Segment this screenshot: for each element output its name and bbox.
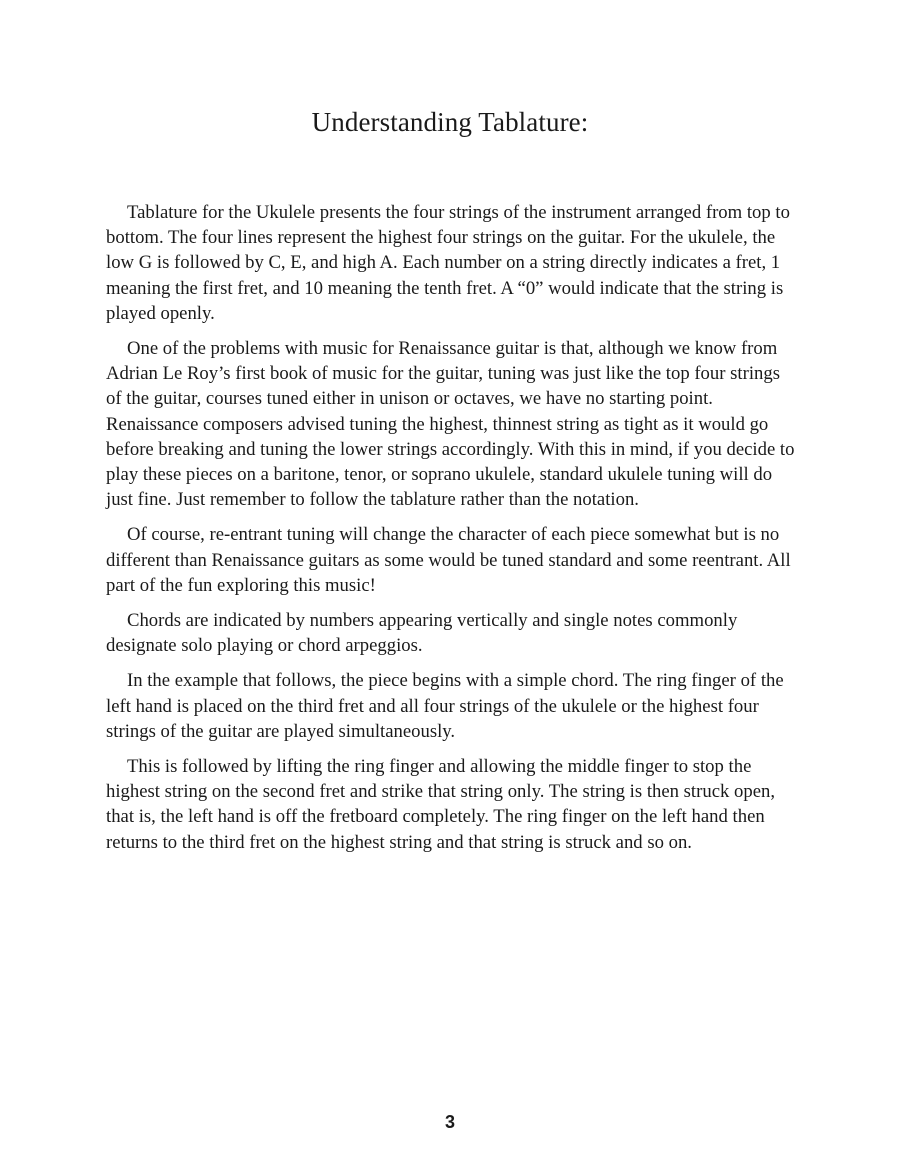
paragraph-reentrant-tuning: Of course, re-entrant tuning will change the character of each piece somewhat but is no different than Renaissance guitars as some would be tuned standard and some reentrant. All part of the fun exploring this music! (106, 524, 791, 596)
body-text (106, 200, 798, 865)
paragraph-followup: This is followed by lifting the ring finger and allowing the middle finger to stop the highest string on the second fret and strike that string only. The string is then struck open, that is, the left hand is off the fretboard completely. The ring finger on the left hand then returns to the third fret on the highest string and that string is struck and so on. (106, 756, 775, 853)
page-title: Understanding Tablature: (311, 107, 589, 137)
paragraph-tablature-intro: Tablature for the Ukulele presents the four strings of the instrument arranged from top to bottom. The four lines represent the highest four strings on the guitar. For the ukulele, the low G is followed by C, E, and high A. Each number on a string directly indicates a fret, 1 meaning the first fret, and 10 meaning the tenth fret. A “0” would indicate that the string is played openly. (106, 202, 790, 324)
paragraph-example: In the example that follows, the piece begins with a simple chord. The ring finger of the left hand is placed on the third fret and all four strings of the ukulele or the highest four strings of the guitar are played simultaneously. (106, 670, 784, 742)
paragraph-chords: Chords are indicated by numbers appearing vertically and single notes commonly designate solo playing or chord arpeggios. (106, 610, 738, 657)
page-number: 3 (444, 1112, 455, 1132)
paragraph-renaissance-tuning: One of the problems with music for Renaissance guitar is that, although we know from Adrian Le Roy’s first book of music for the guitar, tuning was just like the top four strings of the guitar, courses tuned either in unison or octaves, we have no starting point. Renaissance composers advised tuning the highest, thinnest string as tight as it would go before breaking and tuning the lower strings accordingly. With this in mind, if you decide to play these pieces on a baritone, tenor, or soprano ukulele, standard ukulele tuning will do just fine. Just remember to follow the tablature rather than the notation. (106, 338, 795, 511)
